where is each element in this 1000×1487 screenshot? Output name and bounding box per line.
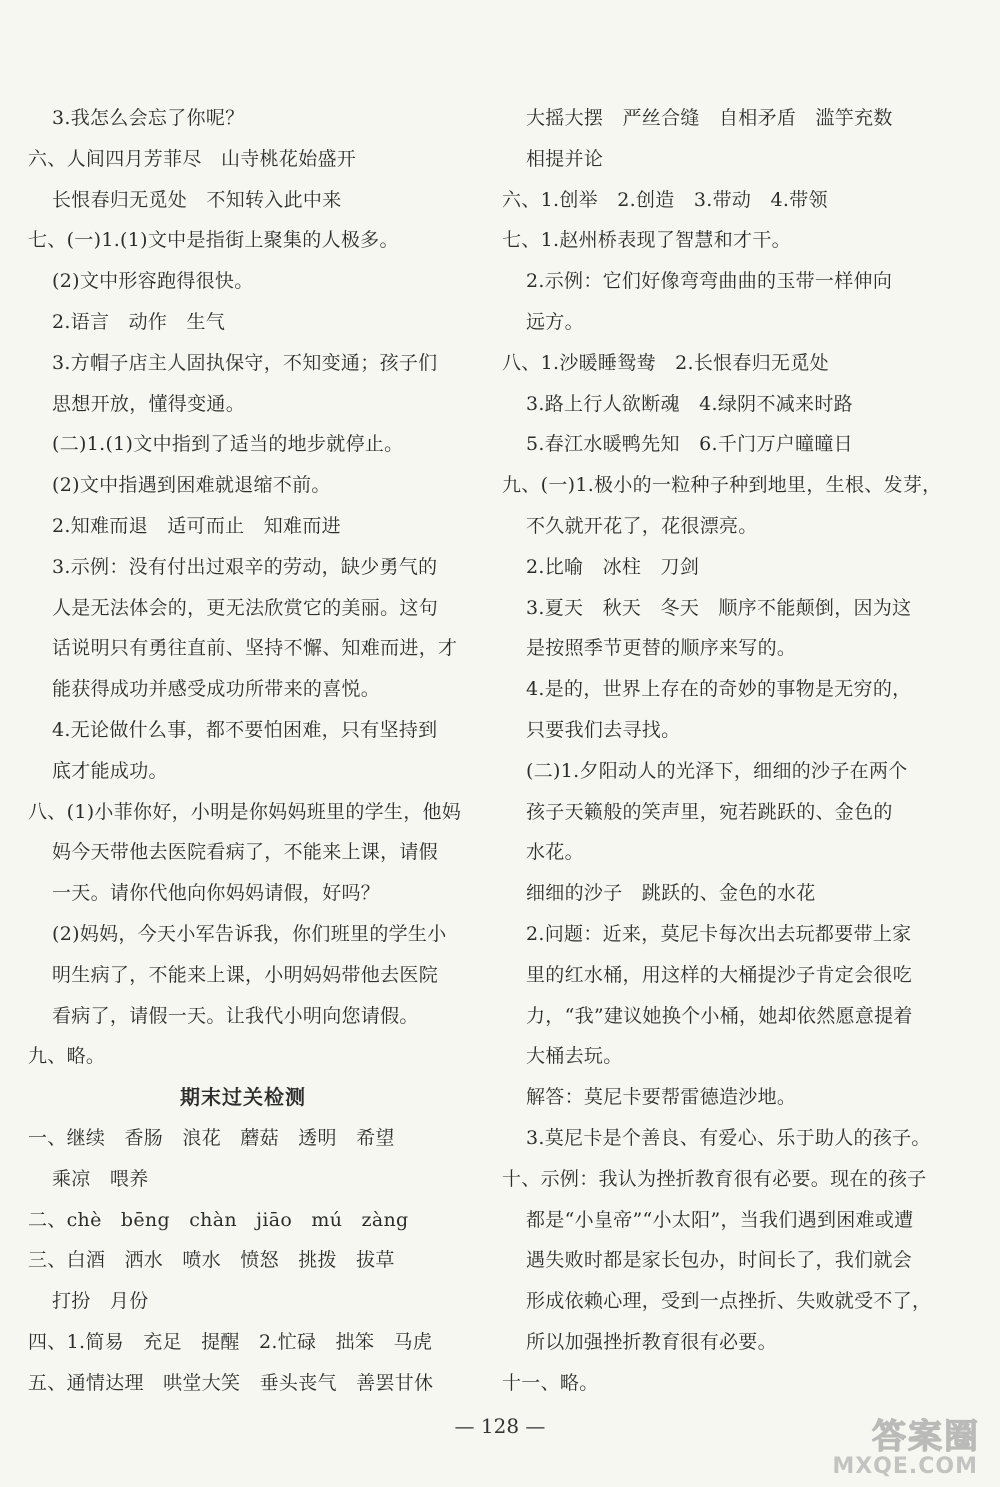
answer-line: 七、1.赵州桥表现了智慧和才干。 — [502, 229, 791, 252]
answer-line: 4.无论做什么事，都不要怕困难，只有坚持到 — [52, 718, 438, 741]
answer-line: 3.方帽子店主人固执保守，不知变通；孩子们 — [52, 351, 438, 374]
answer-line: 2.比喻 冰柱 刀剑 — [526, 555, 700, 578]
answer-line: 七、(一)1.(1)文中是指街上聚集的人极多。 — [28, 229, 399, 252]
answer-line: 二、chè bēng chàn jiāo mú zàng — [28, 1208, 409, 1231]
answer-line: (2)妈妈，今天小军告诉我，你们班里的学生小 — [52, 922, 447, 945]
answer-line: 4.是的，世界上存在的奇妙的事物是无穷的， — [526, 678, 912, 701]
answer-line: 2.语言 动作 生气 — [52, 310, 226, 333]
answer-line: 相提并论 — [526, 147, 604, 170]
answer-line: 底才能成功。 — [52, 759, 168, 782]
answer-line: 十一、略。 — [502, 1371, 599, 1394]
answer-line: 六、人间四月芳菲尽 山寺桃花始盛开 — [28, 147, 357, 170]
answer-line: 大摇大摆 严丝合缝 自相矛盾 滥竽充数 — [526, 107, 893, 129]
answer-line: 四、1.简易 充足 提醒 2.忙碌 拙笨 马虎 — [28, 1330, 433, 1353]
section-heading: 期末过关检测 — [180, 1085, 306, 1110]
answer-line: 明生病了，不能来上课，小明妈妈带他去医院 — [52, 963, 439, 986]
answer-line: 3.夏天 秋天 冬天 顺序不能颠倒，因为这 — [526, 596, 912, 619]
answer-line: 一、继续 香肠 浪花 蘑菇 透明 希望 — [28, 1126, 395, 1149]
answer-line: 长恨春归无觅处 不知转入此中来 — [52, 188, 342, 211]
answer-line: 里的红水桶，用这样的大桶提沙子肯定会很吃 — [526, 963, 913, 986]
answer-line: 不久就开花了，花很漂亮。 — [526, 514, 758, 537]
answer-line: 所以加强挫折教育很有必要。 — [526, 1330, 777, 1353]
answer-line: 五、通情达理 哄堂大笑 垂头丧气 善罢甘休 — [28, 1371, 434, 1394]
answer-line: 3.我怎么会忘了你呢？ — [52, 107, 245, 129]
answer-line: 3.示例：没有付出过艰辛的劳动，缺少勇气的 — [52, 555, 438, 578]
answer-line: 思想开放，懂得变通。 — [52, 392, 246, 415]
answer-line: (二)1.(1)文中指到了适当的地步就停止。 — [52, 433, 404, 456]
answer-line: 是按照季节更替的顺序来写的。 — [526, 637, 797, 660]
answer-line: 八、1.沙暖睡鸳鸯 2.长恨春归无觅处 — [502, 351, 829, 374]
watermark-top-text: 答案圈 — [872, 1417, 980, 1457]
answer-line: 2.知难而退 适可而止 知难而进 — [52, 514, 341, 537]
answer-line: 八、(1)小菲你好，小明是你妈妈班里的学生，他妈 — [28, 800, 462, 823]
answer-line: 远方。 — [526, 310, 584, 333]
answer-line: 能获得成功并感受成功所带来的喜悦。 — [52, 678, 381, 701]
answer-line: 话说明只有勇往直前、坚持不懈、知难而进，才 — [52, 637, 458, 660]
answer-line: 打扮 月份 — [52, 1290, 149, 1313]
answer-line: 形成依赖心理，受到一点挫折、失败就受不了， — [526, 1290, 932, 1313]
answer-line: (2)文中形容跑得很快。 — [52, 270, 254, 293]
answer-line: 力，“我”建议她换个小桶，她却依然愿意提着 — [526, 1004, 913, 1027]
answer-line: 乘凉 喂养 — [52, 1167, 149, 1190]
answer-line: 孩子天籁般的笑声里，宛若跳跃的、金色的 — [526, 800, 893, 823]
answer-line: 人是无法体会的，更无法欣赏它的美丽。这句 — [52, 596, 439, 619]
answer-line: 解答：莫尼卡要帮雷德造沙地。 — [526, 1086, 797, 1109]
answer-line: 大桶去玩。 — [526, 1045, 623, 1068]
answer-line: (2)文中指遇到困难就退缩不前。 — [52, 474, 331, 497]
answer-line: 2.问题：近来，莫尼卡每次出去玩都要带上家 — [526, 922, 912, 945]
answer-line: 六、1.创举 2.创造 3.带动 4.带领 — [502, 188, 828, 211]
answer-line: 水花。 — [526, 841, 584, 864]
answer-line: 遇失败时都是家长包办，时间长了，我们就会 — [526, 1249, 913, 1272]
answer-line: 妈今天带他去医院看病了，不能来上课，请假 — [52, 841, 439, 864]
left-column — [28, 98, 462, 1404]
answer-line: 一天。请你代他向你妈妈请假，好吗？ — [52, 882, 381, 905]
answer-line: 细细的沙子 跳跃的、金色的水花 — [526, 882, 816, 905]
watermark-logo — [820, 1409, 980, 1479]
answer-line: 九、略。 — [28, 1045, 106, 1068]
answer-line: 3.路上行人欲断魂 4.绿阴不减来时路 — [526, 392, 853, 415]
watermark-bottom-text: MXQE.COM — [832, 1454, 978, 1479]
answer-line: 九、(一)1.极小的一粒种子种到地里，生根、发芽， — [502, 474, 942, 497]
answer-line: (二)1.夕阳动人的光泽下，细细的沙子在两个 — [526, 759, 908, 782]
answer-line: 5.春江水暖鸭先知 6.千门万户曈曈日 — [526, 433, 853, 456]
answer-line: 2.示例：它们好像弯弯曲曲的玉带一样伸向 — [526, 270, 893, 293]
right-column — [502, 98, 942, 1404]
page-number: — 128 — — [454, 1414, 546, 1438]
answer-line: 都是“小皇帝”“小太阳”，当我们遇到困难或遭 — [526, 1208, 914, 1231]
answer-line: 3.莫尼卡是个善良、有爱心、乐于助人的孩子。 — [526, 1126, 931, 1149]
answer-line: 十、示例：我认为挫折教育很有必要。现在的孩子 — [502, 1167, 927, 1190]
answer-line: 看病了，请假一天。让我代小明向您请假。 — [52, 1004, 419, 1027]
answer-line: 三、白酒 洒水 喷水 愤怒 挑拨 拔草 — [28, 1249, 395, 1272]
answer-line: 只要我们去寻找。 — [526, 718, 681, 741]
